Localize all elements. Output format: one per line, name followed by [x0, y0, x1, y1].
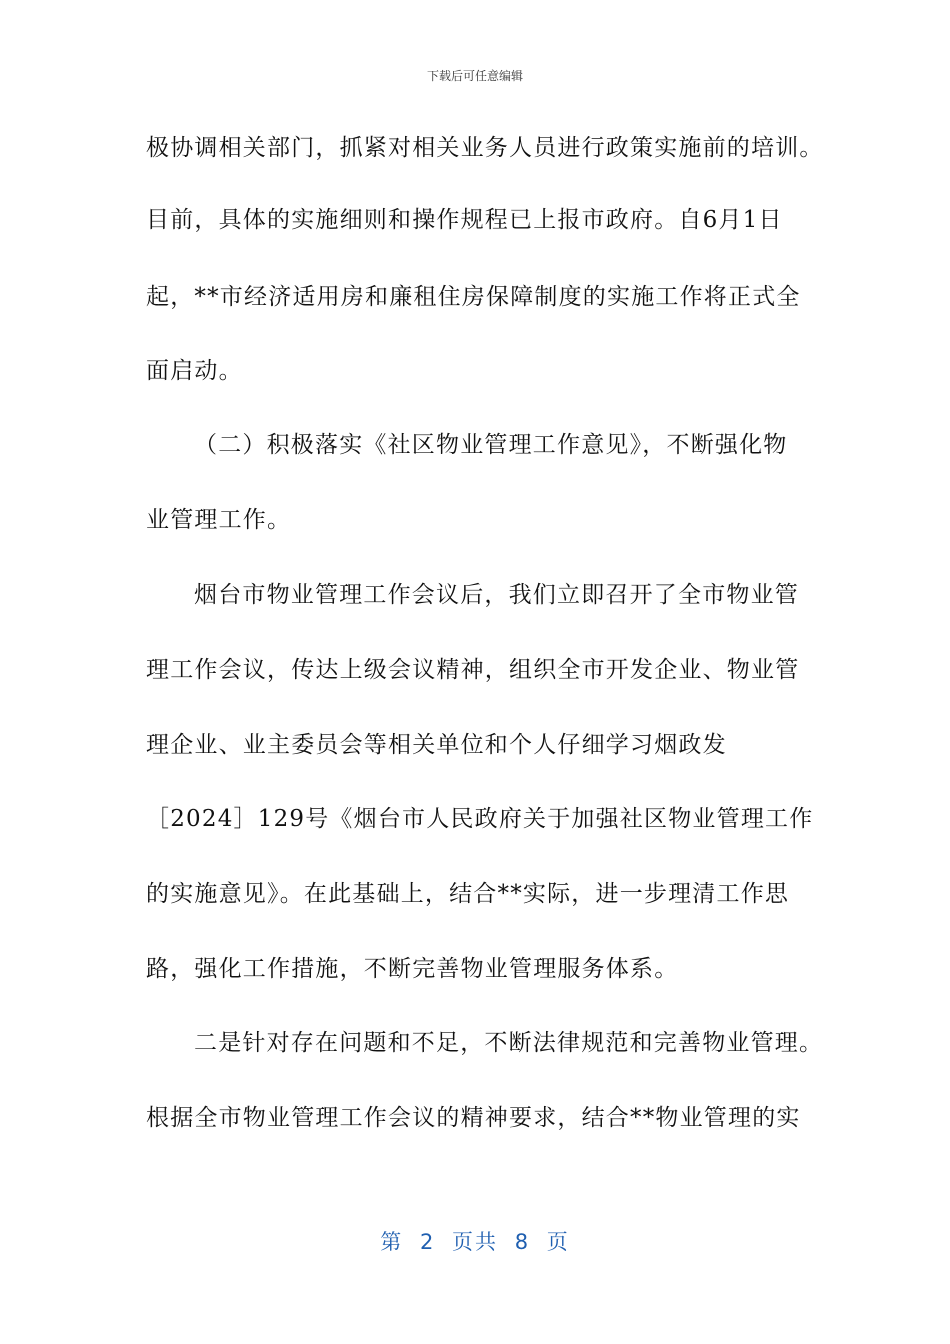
- text-line-3: 起，**市经济适用房和廉租住房保障制度的实施工作将正式全: [146, 284, 801, 310]
- text-line-13: 二是针对存在问题和不足，不断法律规范和完善物业管理。: [194, 1030, 824, 1056]
- text-line-14: 根据全市物业管理工作会议的精神要求，结合**物业管理的实: [146, 1105, 801, 1131]
- footer-suffix: 页: [546, 1230, 570, 1254]
- header-note: 下载后可任意编辑: [426, 69, 523, 83]
- text-line-6: 业管理工作。: [146, 507, 292, 533]
- footer-middle: 页共: [452, 1230, 498, 1254]
- page-footer: [0, 1226, 950, 1256]
- text-line-10: ［2024］129号《烟台市人民政府关于加强社区物业管理工作: [146, 806, 814, 832]
- text-line-12: 路，强化工作措施，不断完善物业管理服务体系。: [146, 956, 679, 982]
- text-line-1: 极协调相关部门，抓紧对相关业务人员进行政策实施前的培训。: [146, 135, 824, 161]
- text-line-5: （二）积极落实《社区物业管理工作意见》，不断强化物: [194, 432, 788, 458]
- text-line-4: 面启动。: [146, 358, 243, 384]
- text-line-11: 的实施意见》。在此基础上，结合**实际，进一步理清工作思: [146, 881, 790, 907]
- text-line-9: 理企业、业主委员会等相关单位和个人仔细学习烟政发: [146, 732, 727, 758]
- footer-total-pages: 8: [514, 1230, 531, 1254]
- text-line-7: 烟台市物业管理工作会议后，我们立即召开了全市物业管: [194, 582, 799, 608]
- footer-prefix: 第: [380, 1230, 404, 1254]
- footer-current-page: 2: [419, 1230, 436, 1254]
- text-line-2: 目前，具体的实施细则和操作规程已上报市政府。自6月1日: [146, 207, 783, 233]
- text-line-8: 理工作会议，传达上级会议精神，组织全市开发企业、物业管: [146, 657, 800, 683]
